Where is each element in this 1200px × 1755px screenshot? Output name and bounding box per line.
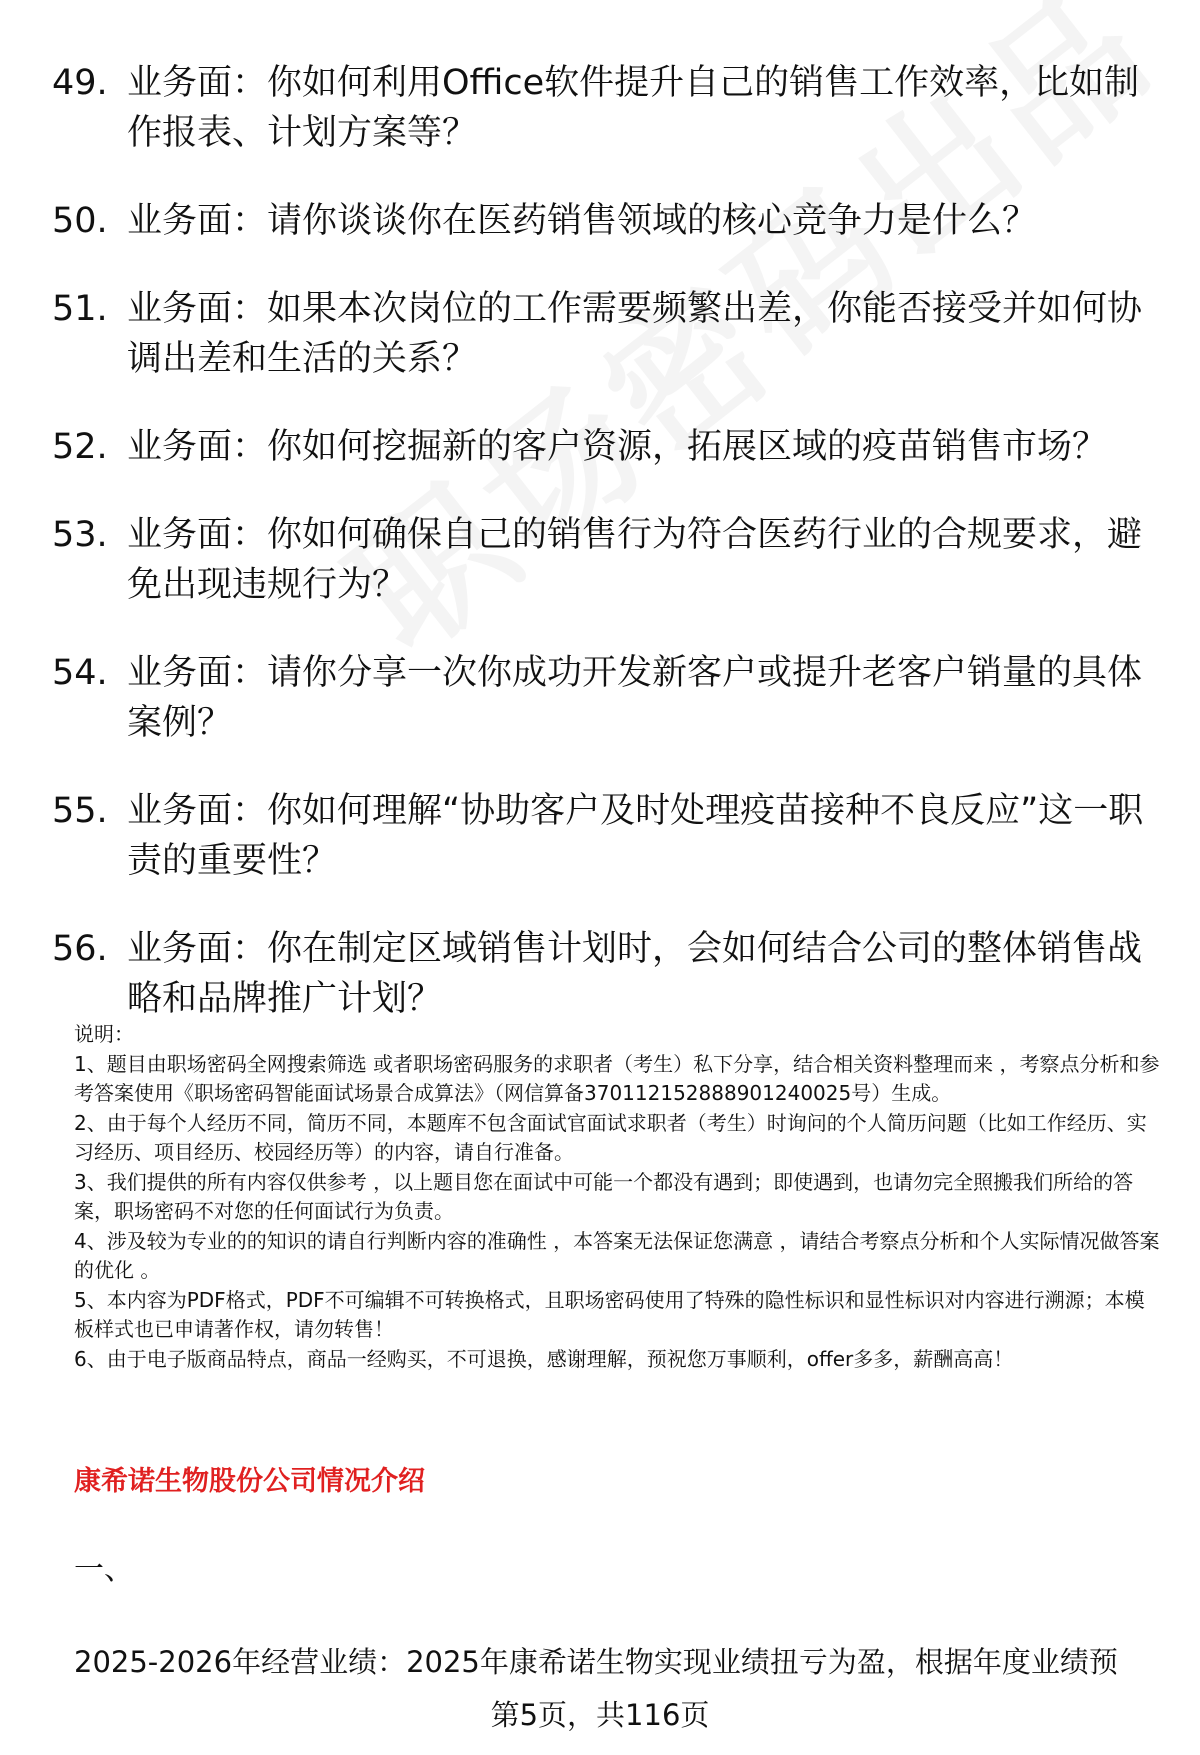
performance-text: 2025-2026年经营业绩：2025年康希诺生物实现业绩扭亏为盈，根据年度业绩预 xyxy=(74,1645,1118,1679)
question-text: 业务面：你如何利用Office软件提升自己的销售工作效率，比如制作报表、计划方案等？ xyxy=(127,63,1140,153)
note-item: 5、本内容为PDF格式，PDF不可编辑不可转换格式，且职场密码使用了特殊的隐性标识和显性标识对内容进行溯源；本模板样式也已申请著作权，请勿转售！ xyxy=(74,1287,1145,1341)
question-text: 业务面：你如何理解“协助客户及时处理疫苗接种不良反应”这一职责的重要性？ xyxy=(127,791,1144,881)
note-item: 2、由于每个人经历不同，简历不同，本题库不包含面试官面试求职者（考生）时询问的个人简历问题（比如工作经历、实习经历、项目经历、校园经历等）的内容，请自行准备。 xyxy=(74,1110,1147,1164)
question-item xyxy=(52,422,1162,472)
notes-title: 说明： xyxy=(74,1022,134,1046)
question-number: 54. xyxy=(52,653,108,693)
note-item: 6、由于电子版商品特点，商品一经购买，不可退换，感谢理解，预祝您万事顺利，offer多多，薪酬高高！ xyxy=(74,1346,1014,1371)
question-number: 51. xyxy=(52,289,108,329)
note-item: 4、涉及较为专业的的知识的请自行判断内容的准确性 ，本答案无法保证您满意 ，请结合考察点分析和个人实际情况做答案的优化 。 xyxy=(74,1228,1160,1282)
question-item xyxy=(52,284,1162,384)
question-item xyxy=(52,510,1162,610)
question-number: 55. xyxy=(52,791,108,831)
question-text: 业务面：如果本次岗位的工作需要频繁出差，你能否接受并如何协调出差和生活的关系？ xyxy=(127,289,1143,379)
page-footer: 第5页，共116页 xyxy=(490,1698,710,1732)
question-list xyxy=(52,58,1162,1062)
section-number: 一、 xyxy=(74,1552,134,1587)
question-item xyxy=(52,58,1162,158)
question-number: 52. xyxy=(52,427,108,467)
company-section-title: 康希诺生物股份公司情况介绍 xyxy=(74,1466,425,1497)
question-text: 业务面：你如何确保自己的销售行为符合医药行业的合规要求，避免出现违规行为？ xyxy=(127,515,1143,605)
question-number: 50. xyxy=(52,201,108,241)
question-number: 53. xyxy=(52,515,108,555)
notes-section xyxy=(74,1020,1164,1374)
note-item: 3、我们提供的所有内容仅供参考 ，以上题目您在面试中可能一个都没有遇到；即使遇到，也请勿完全照搬我们所给的答案，职场密码不对您的任何面试行为负责。 xyxy=(74,1169,1134,1223)
question-item xyxy=(52,648,1162,748)
question-item xyxy=(52,786,1162,886)
question-number: 56. xyxy=(52,929,108,969)
question-text: 业务面：你如何挖掘新的客户资源，拓展区域的疫苗销售市场？ xyxy=(127,427,1108,467)
question-text: 业务面：请你分享一次你成功开发新客户或提升老客户销量的具体案例？ xyxy=(127,653,1143,743)
question-text: 业务面：你在制定区域销售计划时，会如何结合公司的整体销售战略和品牌推广计划？ xyxy=(127,929,1143,1019)
question-number: 49. xyxy=(52,63,108,103)
note-item: 1、题目由职场密码全网搜索筛选 或者职场密码服务的求职者（考生）私下分享，结合相关资料整理而来 ，考察点分析和参考答案使用《职场密码智能面试场景合成算法》（网信算备370112152888901240025号）生成。 xyxy=(74,1051,1160,1105)
question-text: 业务面：请你谈谈你在医药销售领域的核心竞争力是什么？ xyxy=(127,201,1038,241)
question-item xyxy=(52,924,1162,1024)
question-item xyxy=(52,196,1162,246)
